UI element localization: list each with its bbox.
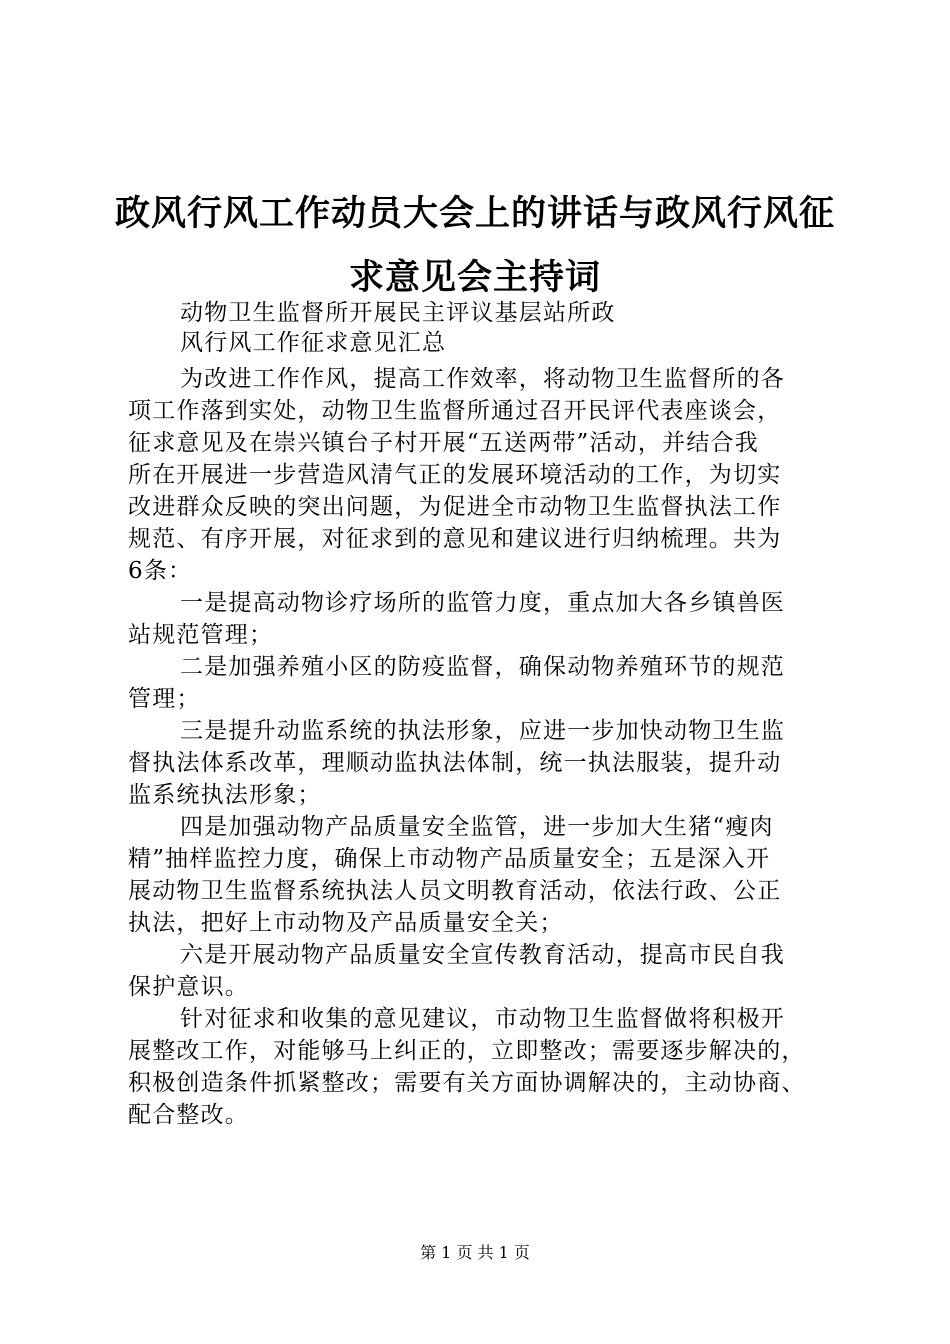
body-line: 六是开展动物产品质量安全宣传教育活动，提高市民自我 xyxy=(180,942,785,968)
body-line: 6条： xyxy=(128,558,193,584)
body-line: 改进群众反映的突出问题，为促进全市动物卫生监督执法工作 xyxy=(128,494,782,520)
body-line: 展动物卫生监督系统执法人员文明教育活动，依法行政、公正 xyxy=(128,878,782,904)
subtitle-line: 风行风工作征求意见汇总 xyxy=(180,330,447,356)
document-title-line2: 求意见会主持词 xyxy=(348,257,601,298)
document-title-line1: 政风行风工作动员大会上的讲话与政风行风征 xyxy=(114,193,835,234)
body-line: 精”抽样监控力度，确保上市动物产品质量安全；五是深入开 xyxy=(128,846,771,872)
body-line: 站规范管理； xyxy=(128,622,274,648)
body-line: 四是加强动物产品质量安全监管，进一步加大生猪“瘦肉 xyxy=(180,814,774,840)
body-line: 展整改工作，对能够马上纠正的，立即整改；需要逐步解决的， xyxy=(128,1038,806,1064)
body-line: 三是提升动监系统的执法形象，应进一步加快动物卫生监 xyxy=(180,718,785,744)
body-line: 征求意见及在崇兴镇台子村开展“五送两带”活动，并结合我 xyxy=(128,430,759,456)
subtitle-line: 动物卫生监督所开展民主评议基层站所政 xyxy=(180,300,616,326)
body-line: 监系统执法形象； xyxy=(128,782,322,808)
body-line: 为改进工作作风，提高工作效率，将动物卫生监督所的各 xyxy=(180,366,785,392)
body-line: 规范、有序开展，对征求到的意见和建议进行归纳梳理。共为 xyxy=(128,526,782,552)
body-line: 督执法体系改革，理顺动监执法体制，统一执法服装，提升动 xyxy=(128,750,782,776)
body-line: 执法，把好上市动物及产品质量安全关； xyxy=(128,910,564,936)
body-line: 二是加强养殖小区的防疫监督，确保动物养殖环节的规范 xyxy=(180,654,785,680)
body-line: 针对征求和收集的意见建议，市动物卫生监督做将积极开 xyxy=(180,1006,785,1032)
body-line: 配合整改。 xyxy=(128,1102,249,1128)
body-line: 项工作落到实处，动物卫生监督所通过召开民评代表座谈会， xyxy=(128,398,782,424)
body-line: 一是提高动物诊疗场所的监管力度，重点加大各乡镇兽医 xyxy=(180,590,785,616)
body-line: 积极创造条件抓紧整改；需要有关方面协调解决的，主动协商、 xyxy=(128,1070,806,1096)
body-line: 保护意识。 xyxy=(128,974,249,1000)
page-footer: 第 1 页 共 1 页 xyxy=(420,1243,530,1262)
body-line: 所在开展进一步营造风清气正的发展环境活动的工作，为切实 xyxy=(128,462,782,488)
body-line: 管理； xyxy=(128,686,201,712)
